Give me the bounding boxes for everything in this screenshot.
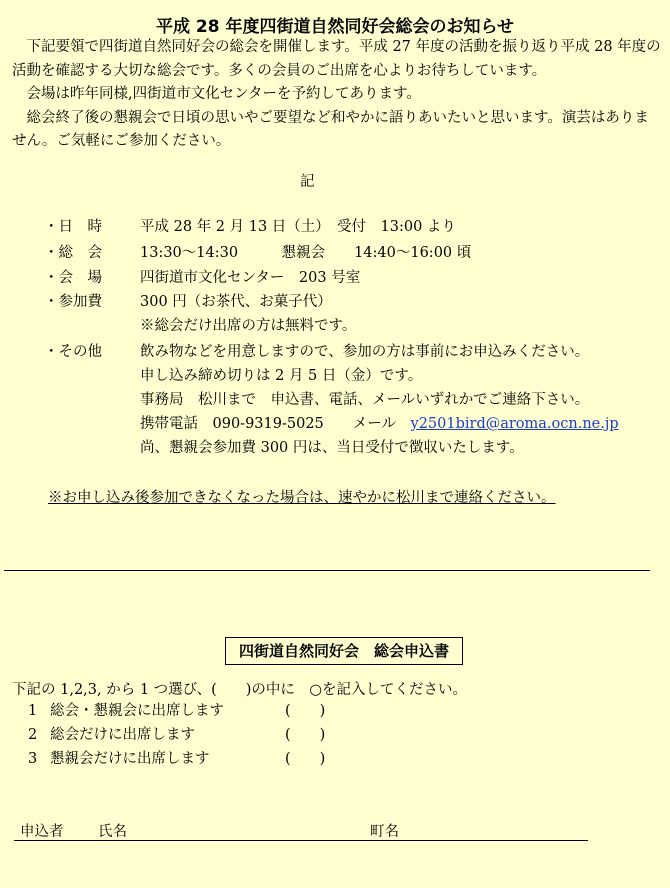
form-option-1-text: 総会・懇親会に出席します — [50, 703, 224, 719]
form-instruction: 下記の 1,2,3, から 1 つ選び、( )の中に ○を記入してください。 — [12, 682, 468, 698]
form-option-2-checkbox[interactable]: ( ) — [285, 727, 326, 743]
form-option-1-checkbox[interactable]: ( ) — [285, 703, 326, 719]
intro-paragraph-1: 下記要領で四街道自然同好会の総会を開催します。平成 27 年度の活動を振り返り平成 28 年度の活動を確認する大切な総会です。多くの会員のご出席を心よりお待ちしています。 — [12, 39, 661, 79]
signature-line[interactable] — [14, 840, 588, 841]
detail-other-line3: 事務局 松川まで 申込書、電話、メールいずれかでご連絡下さい。 — [140, 392, 590, 408]
detail-meeting-value: 13:30～14:30 懇親会 14:40～16:00 頃 — [140, 245, 472, 261]
divider-line — [4, 570, 650, 571]
detail-other-line5: 尚、懇親会参加費 300 円は、当日受付で徴収いたします。 — [140, 440, 524, 456]
form-option-3-text: 懇親会だけに出席します — [50, 751, 210, 767]
detail-venue — [44, 267, 360, 289]
detail-venue-label: ・会 場 — [44, 270, 102, 286]
form-option-3 — [28, 748, 210, 770]
detail-other-line2: 申し込み締め切りは 2 月 5 日（金）です。 — [140, 368, 423, 384]
page-title: 平成 28 年度四街道自然同好会総会のお知らせ — [156, 17, 514, 37]
detail-fee-label: ・参加費 — [44, 294, 102, 310]
detail-date-value: 平成 28 年 2 月 13 日（土） 受付 13:00 より — [140, 219, 456, 235]
detail-fee — [44, 291, 332, 313]
detail-other-contact — [140, 413, 619, 435]
intro-text — [12, 36, 662, 154]
form-option-2-number: 2 — [28, 727, 38, 743]
detail-venue-value: 四街道市文化センター 203 号室 — [140, 270, 361, 286]
contact-phone: 携帯電話 090-9319-5025 メール — [140, 416, 411, 432]
email-link[interactable]: y2501bird@aroma.ocn.ne.jp — [410, 416, 619, 432]
ki-heading: 記 — [300, 174, 315, 190]
detail-date-label: ・日 時 — [44, 219, 102, 235]
name-label: 氏名 — [98, 824, 127, 840]
intro-paragraph-3: 総会終了後の懇親会で日頃の思いやご要望など和やかに語りあいたいと思います。演芸はありません。ご気軽にご参加ください。 — [12, 109, 649, 149]
detail-meeting-label: ・総 会 — [44, 245, 102, 261]
cancellation-notice: ※お申し込み後参加できなくなった場合は、速やかに松川まで連絡ください。 — [48, 490, 556, 506]
form-option-2 — [28, 724, 195, 746]
detail-fee-value: 300 円（お茶代、お菓子代） — [140, 294, 332, 310]
detail-other-label: ・その他 — [44, 344, 102, 360]
detail-other-line1: 飲み物などを用意しますので、参加の方は事前にお申込みください。 — [140, 344, 590, 360]
form-title: 四街道自然同好会 総会申込書 — [225, 637, 463, 665]
form-option-3-checkbox[interactable]: ( ) — [285, 751, 326, 767]
intro-paragraph-2: 会場は昨年同様,四街道市文化センターを予約してあります。 — [26, 86, 421, 102]
detail-fee-note: ※総会だけ出席の方は無料です。 — [140, 318, 357, 334]
detail-date — [44, 216, 456, 238]
form-option-1-number: 1 — [28, 703, 38, 719]
form-option-2-text: 総会だけに出席します — [50, 727, 195, 743]
applicant-label: 申込者 — [20, 824, 64, 840]
detail-other — [44, 341, 589, 363]
detail-meeting — [44, 242, 471, 264]
town-label: 町名 — [370, 824, 399, 840]
form-option-1 — [28, 700, 224, 722]
form-option-3-number: 3 — [28, 751, 38, 767]
